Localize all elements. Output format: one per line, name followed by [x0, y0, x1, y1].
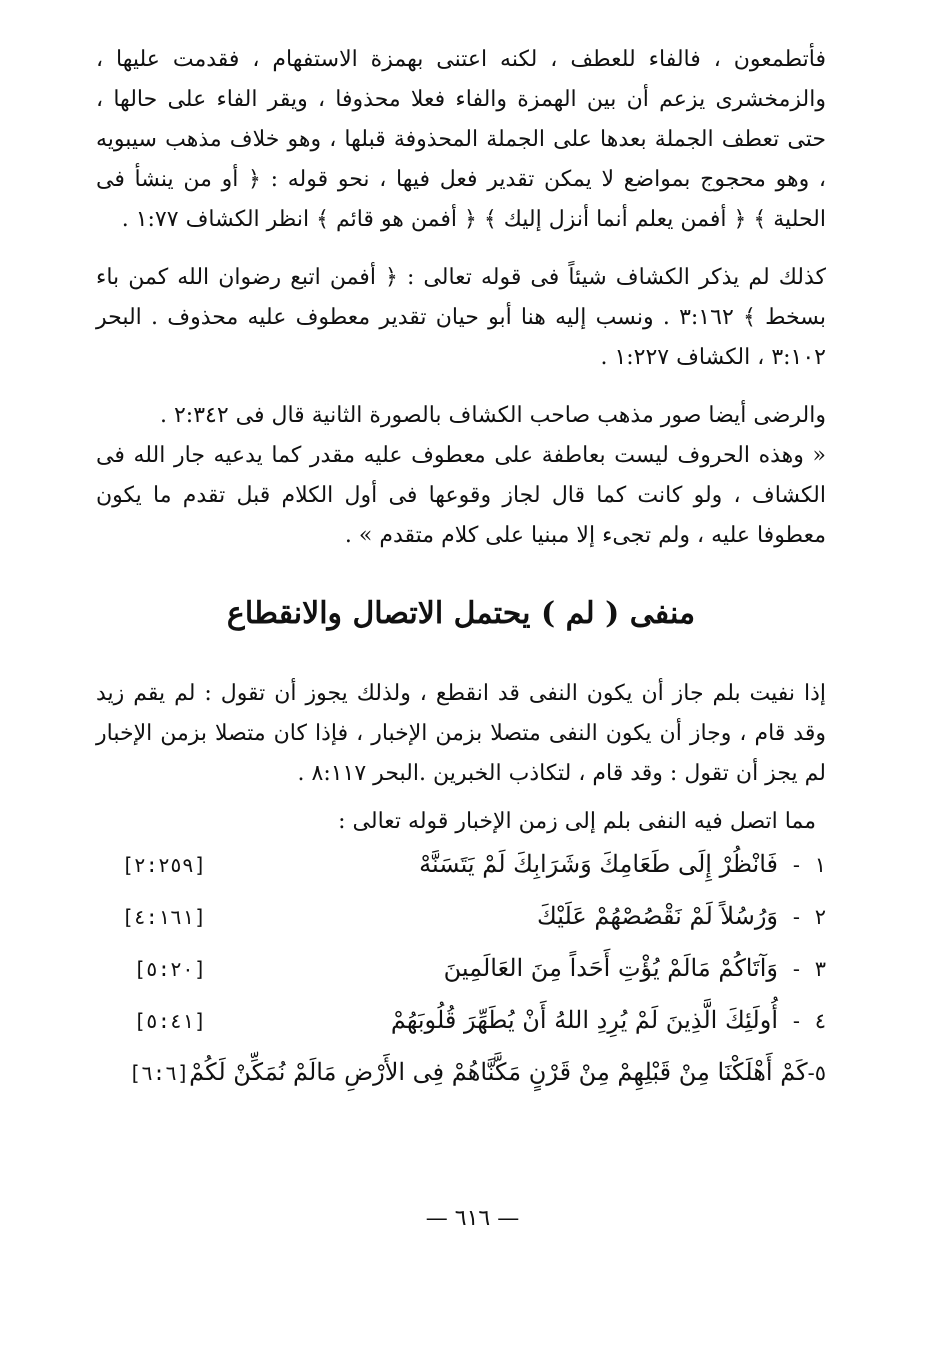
list-item	[96, 954, 826, 1006]
list-item	[96, 902, 826, 954]
section-body: إذا نفيت بلم جاز أن يكون النفى قد انقطع ، ولذلك يجوز أن تقول : لم يقم زيد وقد قام ، وجاز أن يكون النفى متصلا بزمن الإخبار ، فإذا كان متصلا بزمن الإخبار لم يجز أن تقول : وقد قام ، لتكاذب الخبرين .البحر ٨:١١٧ .	[96, 681, 826, 786]
example-number: ٢	[814, 905, 826, 929]
example-verse: أُولَئِكَ الَّذِينَ لَمْ يُرِدِ اللهُ أَنْ يُطَهِّرَ قُلُوبَهُمْ	[390, 1006, 778, 1034]
example-reference: [٥:٤١]	[133, 1009, 206, 1033]
example-dash: -	[792, 1009, 800, 1033]
example-dash: -	[792, 957, 800, 981]
example-reference: [٦:٦]	[128, 1061, 190, 1085]
paragraph-1: فأتطمعون ، فالفاء للعطف ، لكنه اعتنى بهمزة الاستفهام ، فقدمت عليها ، والزمخشرى يزعم أن بين الهمزة والفاء فعلا محذوفا ، ويقر الفاء على حالها ، حتى تعطف الجملة بعدها على الجملة المحذوفة قبلها ، وهو خلاف مذهب سيبويه ، وهو محجوج بمواضع لا يمكن تقدير فعل فيها ، نحو قوله : ﴿ أو من ينشأ فى الحلية ﴾ ﴿ أفمن يعلم أنما أنزل إليك ﴾ ﴿ أفمن هو قائم ﴾ انظر الكشاف ١:٧٧ .	[96, 47, 826, 232]
example-dash: -	[792, 905, 800, 929]
list-item	[96, 1006, 826, 1058]
example-reference: [٤:١٦١]	[121, 905, 206, 929]
paragraph-4-quote: « وهذه الحروف ليست بعاطفة على معطوف عليه مقدر كما يدعيه جار الله فى الكشاف ، ولو كانت كما قال لجاز وقوعها فى أول الكلام قبل تقدم ما يكون معطوفا عليه ، ولم تجىء إلا مبنيا على كلام متقدم » .	[96, 443, 826, 548]
examples-intro: مما اتصل فيه النفى بلم إلى زمن الإخبار قوله تعالى :	[338, 809, 816, 834]
example-number: ٣	[814, 957, 826, 981]
example-verse: وَآتَاكُمْ مَالَمْ يُؤْتِ أَحَداً مِنَ العَالَمِينَ	[443, 954, 778, 982]
example-number: ٤	[814, 1009, 826, 1033]
example-reference: [٢:٢٥٩]	[121, 853, 206, 877]
example-number: ٥	[814, 1061, 826, 1085]
example-number: ١	[814, 853, 826, 877]
example-verse: فَانْظُرْ إِلَى طَعَامِكَ وَشَرَابِكَ لَمْ يَتَسَنَّهْ	[419, 850, 778, 878]
example-dash: -	[807, 1061, 815, 1085]
list-item	[96, 1058, 826, 1110]
page-number: — ٦١٦ —	[425, 1206, 520, 1231]
paragraph-2: كذلك لم يذكر الكشاف شيئاً فى قوله تعالى : ﴿ أفمن اتبع رضوان الله كمن باء بسخط ﴾ ٣:١٦٢ . ونسب إليه هنا أبو حيان تقدير معطوف عليه محذوف . البحر ٣:١٠٢ ، الكشاف ١:٢٢٧ .	[96, 265, 826, 370]
page-body	[96, 40, 826, 1110]
examples-list	[96, 850, 826, 1110]
example-reference: [٥:٢٠]	[133, 957, 206, 981]
paragraph-3: والرضى أيضا صور مذهب صاحب الكشاف بالصورة الثانية قال فى ٢:٣٤٢ .	[159, 403, 826, 428]
example-dash: -	[792, 853, 800, 877]
section-heading: منفى ( لم ) يحتمل الاتصال والانقطاع	[226, 596, 696, 631]
list-item	[96, 850, 826, 902]
example-verse: وَرُسُلاً لَمْ نَقْصُصْهُمْ عَلَيْكَ	[537, 902, 778, 930]
example-verse: كَمْ أَهْلَكْنَا مِنْ قَبْلِهِمْ مِنْ قَرْنٍ مَكَّنَّاهُمْ فِى الأَرْضِ مَالَمْ نُمَكِّنْ لَكُمْ	[189, 1058, 808, 1086]
